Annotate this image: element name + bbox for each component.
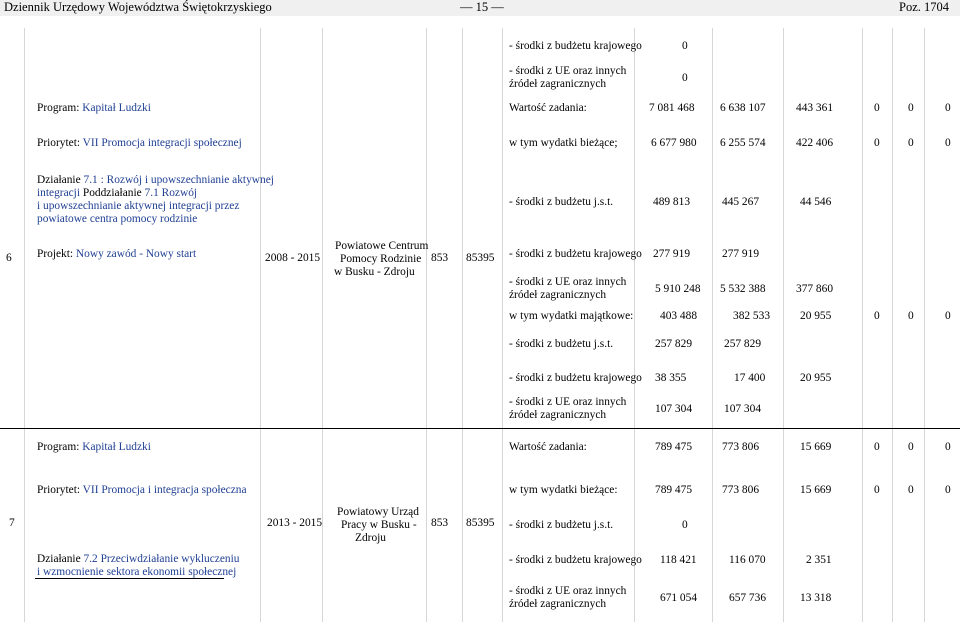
journal-title: Dziennik Urzędowy Województwa Świętokrzyskiego xyxy=(4,0,272,14)
amount-cell: 5 910 248 xyxy=(655,283,701,295)
amount-cell: 277 919 xyxy=(722,248,760,260)
chapter-code: 85395 xyxy=(466,252,495,264)
funding-source-label: - środki z budżetu krajowego xyxy=(509,40,642,52)
division-code: 853 xyxy=(431,517,449,529)
funding-source-label: źródeł zagranicznych xyxy=(509,598,607,610)
amount-cell: 6 638 107 xyxy=(720,102,766,114)
page-number: — 15 — xyxy=(460,0,504,14)
amount-cell: 0 xyxy=(874,484,880,496)
amount-cell: 15 669 xyxy=(800,484,832,496)
amount-cell: 116 070 xyxy=(729,554,766,566)
amount-cell: 0 xyxy=(682,40,688,52)
measure-text: i upowszechnianie aktywnej integracji przez xyxy=(37,200,240,212)
grid-line xyxy=(712,28,713,622)
amount-cell: 443 361 xyxy=(796,102,834,114)
priority-name: VII Promocja integracji społecznej xyxy=(82,137,242,149)
capital-expenses-label: w tym wydatki majątkowe: xyxy=(509,310,634,322)
amount-cell: 382 533 xyxy=(733,310,771,322)
project-name: Nowy zawód - Nowy start xyxy=(75,248,197,260)
measure-text: Działanie 7.1 : Rozwój i upowszechnianie aktywnej xyxy=(37,174,274,186)
grid-line xyxy=(924,28,925,622)
amount-cell: 20 955 xyxy=(800,310,832,322)
measure-text: Działanie 7.2 Przeciwdziałanie wykluczeniu xyxy=(37,553,240,565)
measure-text: powiatowe centra pomocy rodzinie xyxy=(37,213,198,225)
grid-line xyxy=(862,28,863,622)
chapter-code: 85395 xyxy=(466,517,495,529)
amount-cell: 17 400 xyxy=(734,372,766,384)
funding-source-label: - środki z budżetu krajowego xyxy=(509,248,642,260)
project-label: Projekt: Nowy zawód - Nowy start xyxy=(37,248,197,260)
grid-line xyxy=(462,28,463,622)
amount-cell: 671 054 xyxy=(660,592,698,604)
program-name: Kapitał Ludzki xyxy=(82,102,151,114)
amount-cell: 13 318 xyxy=(800,592,832,604)
amount-cell: 422 406 xyxy=(796,137,834,149)
implementing-unit: Zdroju xyxy=(355,532,387,544)
amount-cell: 15 669 xyxy=(800,441,832,453)
amount-cell: 789 475 xyxy=(655,484,693,496)
amount-cell: 0 xyxy=(945,310,951,322)
funding-source-label: źródeł zagranicznych xyxy=(509,78,607,90)
grid-line xyxy=(502,28,503,622)
task-value-label: Wartość zadania: xyxy=(509,102,587,114)
amount-cell: 0 xyxy=(874,310,880,322)
funding-source-label: - środki z UE oraz innych xyxy=(509,276,627,288)
amount-cell: 0 xyxy=(682,519,688,531)
row-separator xyxy=(0,428,960,429)
funding-source-label: - środki z budżetu j.s.t. xyxy=(509,519,614,531)
amount-cell: 377 860 xyxy=(796,283,834,295)
amount-cell: 489 813 xyxy=(653,196,691,208)
amount-cell: 277 919 xyxy=(653,248,691,260)
amount-cell: 0 xyxy=(908,102,914,114)
grid-line xyxy=(892,28,893,622)
amount-cell: 38 355 xyxy=(655,372,687,384)
amount-cell: 0 xyxy=(945,102,951,114)
priority-label: Priorytet: VII Promocja integracji społecznej xyxy=(37,137,242,149)
program-name: Kapitał Ludzki xyxy=(82,441,151,453)
measure-text: integracji Poddziałanie 7.1 Rozwój xyxy=(37,187,198,199)
amount-cell: 0 xyxy=(682,72,688,84)
amount-cell: 445 267 xyxy=(722,196,760,208)
amount-cell: 44 546 xyxy=(800,196,832,208)
division-code: 853 xyxy=(431,252,449,264)
amount-cell: 0 xyxy=(908,441,914,453)
amount-cell: 6 677 980 xyxy=(651,137,697,149)
funding-source-label: źródeł zagranicznych xyxy=(509,409,607,421)
amount-cell: 0 xyxy=(945,441,951,453)
amount-cell: 2 351 xyxy=(806,554,832,566)
grid-line xyxy=(634,28,635,622)
current-expenses-label: w tym wydatki bieżące: xyxy=(509,484,618,496)
amount-cell: 0 xyxy=(874,102,880,114)
measure-underline xyxy=(35,578,224,579)
amount-cell: 257 829 xyxy=(655,338,693,350)
task-value-label: Wartość zadania: xyxy=(509,441,587,453)
funding-source-label: - środki z budżetu krajowego xyxy=(509,554,642,566)
project-years: 2008 - 2015 xyxy=(265,252,321,264)
implementing-unit: w Busku - Zdroju xyxy=(334,266,415,278)
amount-cell: 7 081 468 xyxy=(649,102,695,114)
amount-cell: 657 736 xyxy=(729,592,767,604)
amount-cell: 107 304 xyxy=(724,403,762,415)
grid-line xyxy=(322,28,323,622)
funding-source-label: - środki z UE oraz innych xyxy=(509,585,627,597)
amount-cell: 0 xyxy=(874,137,880,149)
amount-cell: 0 xyxy=(908,484,914,496)
current-expenses-label: w tym wydatki bieżące; xyxy=(509,137,618,149)
position-number: Poz. 1704 xyxy=(899,0,949,14)
funding-source-label: - środki z budżetu j.s.t. xyxy=(509,338,614,350)
priority-name: VII Promocja i integracja społeczna xyxy=(82,484,247,496)
funding-source-label: źródeł zagranicznych xyxy=(509,289,607,301)
implementing-unit: Powiatowy Urząd xyxy=(337,506,419,518)
implementing-unit: Powiatowe Centrum xyxy=(335,240,429,252)
amount-cell: 6 255 574 xyxy=(720,137,766,149)
amount-cell: 257 829 xyxy=(724,338,762,350)
amount-cell: 789 475 xyxy=(655,441,693,453)
row-number: 7 xyxy=(9,517,15,529)
grid-line xyxy=(426,28,427,622)
amount-cell: 403 488 xyxy=(660,310,698,322)
grid-line xyxy=(783,28,784,622)
program-label: Program: Kapitał Ludzki xyxy=(37,441,151,453)
funding-source-label: - środki z budżetu krajowego xyxy=(509,372,642,384)
program-label: Program: Kapitał Ludzki xyxy=(37,102,151,114)
amount-cell: 20 955 xyxy=(800,372,832,384)
amount-cell: 0 xyxy=(945,484,951,496)
amount-cell: 5 532 388 xyxy=(720,283,766,295)
priority-label: Priorytet: VII Promocja i integracja społeczna xyxy=(37,484,247,496)
row-number: 6 xyxy=(6,252,12,264)
amount-cell: 773 806 xyxy=(722,484,760,496)
amount-cell: 0 xyxy=(945,137,951,149)
amount-cell: 0 xyxy=(908,137,914,149)
project-years: 2013 - 2015 xyxy=(267,517,323,529)
funding-source-label: - środki z UE oraz innych xyxy=(509,396,627,408)
grid-line xyxy=(260,28,261,622)
amount-cell: 107 304 xyxy=(655,403,693,415)
implementing-unit: Pomocy Rodzinie xyxy=(340,253,422,265)
funding-source-label: - środki z UE oraz innych xyxy=(509,65,627,77)
measure-text: i wzmocnienie sektora ekonomii społecznej xyxy=(37,566,237,578)
amount-cell: 118 421 xyxy=(660,554,697,566)
amount-cell: 773 806 xyxy=(722,441,760,453)
grid-line xyxy=(24,28,25,622)
funding-source-label: - środki z budżetu j.s.t. xyxy=(509,196,614,208)
amount-cell: 0 xyxy=(908,310,914,322)
implementing-unit: Pracy w Busku - xyxy=(341,519,417,531)
amount-cell: 0 xyxy=(874,441,880,453)
